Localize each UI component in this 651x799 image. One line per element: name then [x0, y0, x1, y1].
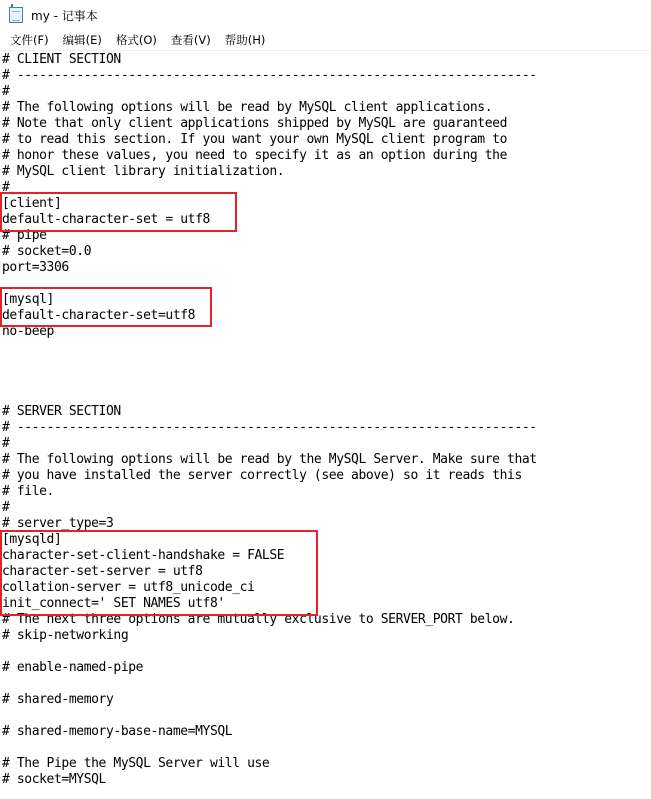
text-line: # ----------------------------------------------------------------------	[2, 420, 537, 435]
menu-edit[interactable]: 编辑(E)	[62, 32, 102, 47]
text-line: # SERVER SECTION	[2, 404, 121, 419]
title-bar[interactable]	[0, 0, 651, 30]
text-line: # The following options will be read by the MySQL Server. Make sure that	[2, 452, 537, 467]
text-line: no-beep	[2, 324, 54, 339]
text-line: # skip-networking	[2, 628, 129, 643]
menu-view[interactable]: 查看(V)	[170, 32, 211, 47]
window-title: my - 记事本	[31, 9, 98, 23]
text-line: #	[2, 436, 10, 451]
text-line: # The next three options are mutually exclusive to SERVER_PORT below.	[2, 612, 515, 627]
text-line: # MySQL client library initialization.	[2, 164, 285, 179]
text-line: # Note that only client applications shipped by MySQL are guaranteed	[2, 116, 508, 131]
menu-file[interactable]: 文件(F)	[10, 32, 49, 47]
text-line: port=3306	[2, 260, 69, 275]
text-line: # socket=0.0	[2, 244, 92, 259]
menu-bar	[0, 30, 651, 51]
text-line: [mysql]	[2, 292, 54, 307]
text-line: # socket=MYSQL	[2, 772, 106, 787]
text-line: # ----------------------------------------------------------------------	[2, 68, 537, 83]
text-line: # file.	[2, 484, 54, 499]
text-line: #	[2, 84, 10, 99]
menu-format[interactable]: 格式(O)	[115, 32, 157, 47]
text-line: #	[2, 180, 10, 195]
text-line: # The Pipe the MySQL Server will use	[2, 756, 270, 771]
text-editor-area[interactable]	[0, 51, 651, 799]
notepad-icon	[9, 7, 23, 23]
text-line: # shared-memory-base-name=MYSQL	[2, 724, 233, 739]
text-line: default-character-set=utf8	[2, 308, 196, 323]
text-line: # pipe	[2, 228, 47, 243]
text-line: # you have installed the server correctly (see above) so it reads this	[2, 468, 522, 483]
text-line: init_connect=' SET NAMES utf8'	[2, 596, 225, 611]
text-line: # server_type=3	[2, 516, 114, 531]
text-line: # shared-memory	[2, 692, 114, 707]
text-line: # to read this section. If you want your own MySQL client program to	[2, 132, 508, 147]
text-line: # honor these values, you need to specify it as an option during the	[2, 148, 508, 163]
text-line: #	[2, 500, 10, 515]
text-line: default-character-set = utf8	[2, 212, 210, 227]
menu-help[interactable]: 帮助(H)	[224, 32, 266, 47]
text-line: character-set-server = utf8	[2, 564, 203, 579]
text-line: # enable-named-pipe	[2, 660, 144, 675]
text-line: [mysqld]	[2, 532, 62, 547]
text-line: character-set-client-handshake = FALSE	[2, 548, 285, 563]
text-line: [client]	[2, 196, 62, 211]
text-line: # CLIENT SECTION	[2, 52, 121, 67]
text-line: collation-server = utf8_unicode_ci	[2, 580, 255, 595]
text-line: # The following options will be read by MySQL client applications.	[2, 100, 493, 115]
